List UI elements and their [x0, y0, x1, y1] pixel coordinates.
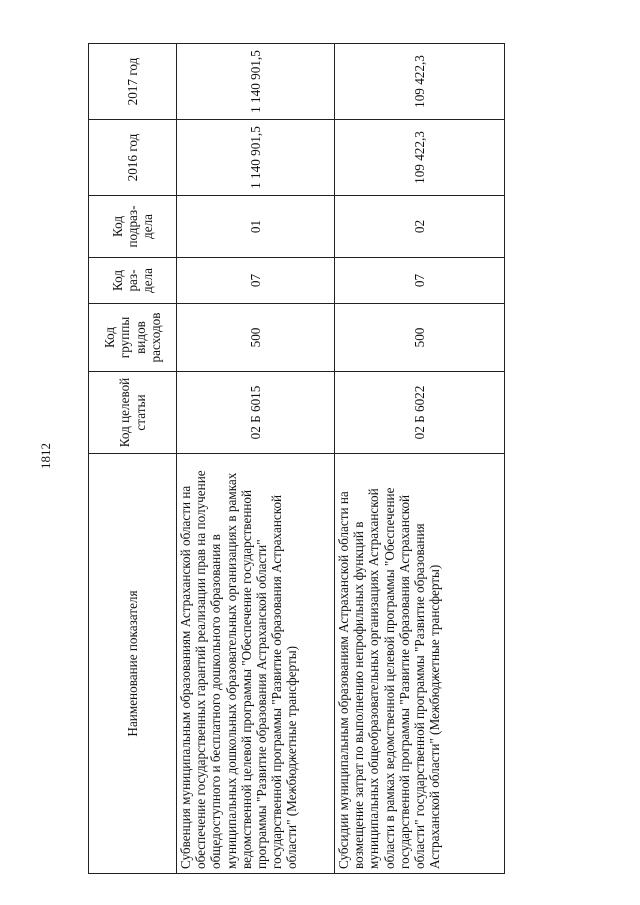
page-number: 1812: [38, 443, 53, 469]
header-code: Код целевой статьи: [89, 372, 177, 454]
header-row: [89, 44, 177, 874]
row-group: 500: [335, 304, 505, 372]
row-subsection: 01: [177, 196, 335, 258]
row-group: 500: [177, 304, 335, 372]
table-row: [177, 44, 335, 874]
row-code: 02 Б 6015: [177, 372, 335, 454]
row-name: Субвенция муниципальным образованиям Астраханской области на обеспечение государственных гарантий реализации прав на получение общедоступного и бесплатного дошкольного образования в муниципальных дошкольных образовательных организациях в рамках ведомственной целевой программы "Обеспечение государственной программы "Развитие образования Астраханской области" государственной программы "Развитие образования Астраханской области" (Межбюджетные трансферты): [177, 454, 335, 874]
row-section: 07: [335, 258, 505, 304]
row-code: 02 Б 6022: [335, 372, 505, 454]
header-subsection: Код подраз-дела: [89, 196, 177, 258]
row-2017: 1 140 901,5: [177, 44, 335, 120]
row-2016: 1 140 901,5: [177, 120, 335, 196]
row-subsection: 02: [335, 196, 505, 258]
header-section: Код раз-дела: [89, 258, 177, 304]
header-2016: 2016 год: [89, 120, 177, 196]
rotated-budget-table: [88, 44, 504, 874]
row-section: 07: [177, 258, 335, 304]
budget-table: [88, 43, 505, 874]
row-name: Субсидии муниципальным образованиям Астраханской области на возмещение затрат по выполнению непрофильных функций в муниципальных общеобразовательных организациях Астраханской области в рамках ведомственной целевой программы "Обеспечение государственной программы "Развитие образования Астраханской области" государственной программы "Развитие образования Астраханской области" (Межбюджетные трансферты): [335, 454, 505, 874]
table-row: [335, 44, 505, 874]
header-2017: 2017 год: [89, 44, 177, 120]
row-2017: 109 422,3: [335, 44, 505, 120]
header-name: Наименование показателя: [89, 454, 177, 874]
header-group: Код группы видов расходов: [89, 304, 177, 372]
row-2016: 109 422,3: [335, 120, 505, 196]
